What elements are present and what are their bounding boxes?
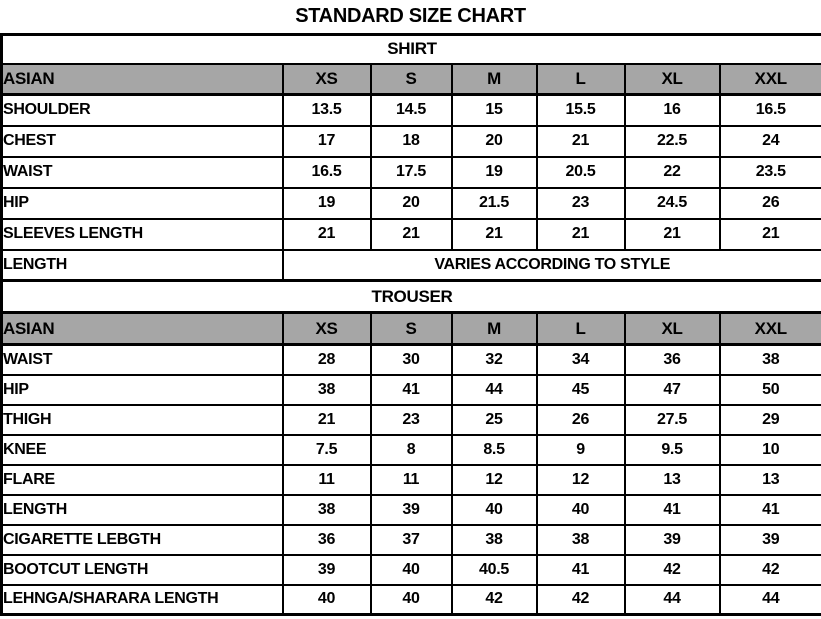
size-value: 36 [283, 525, 371, 555]
size-value: 21 [452, 219, 537, 250]
size-header-xl: XL [625, 64, 720, 95]
size-value: 21 [537, 219, 625, 250]
table-row-shoulder [2, 95, 821, 126]
size-value: 24 [720, 126, 821, 157]
table-row-shirt-hip [2, 188, 821, 219]
table-row-thigh [2, 405, 821, 435]
size-value: 21 [283, 405, 371, 435]
size-value: 20 [371, 188, 452, 219]
size-value: 38 [283, 375, 371, 405]
table-row-flare [2, 465, 821, 495]
size-value: 29 [720, 405, 821, 435]
row-label: FLARE [2, 465, 283, 495]
size-value: 39 [371, 495, 452, 525]
size-value: 21.5 [452, 188, 537, 219]
size-value: 16.5 [283, 157, 371, 188]
row-label: LENGTH [2, 250, 283, 281]
size-value: 30 [371, 345, 452, 375]
size-value: 32 [452, 345, 537, 375]
table-row-cigarette-length [2, 525, 821, 555]
size-value: 42 [625, 555, 720, 585]
size-value: 11 [283, 465, 371, 495]
size-value: 9 [537, 435, 625, 465]
size-value: 13 [625, 465, 720, 495]
size-header-m: M [452, 64, 537, 95]
size-value: 21 [283, 219, 371, 250]
size-value: 21 [537, 126, 625, 157]
size-value: 19 [283, 188, 371, 219]
size-value: 40 [283, 585, 371, 615]
size-value: 27.5 [625, 405, 720, 435]
size-value: 21 [720, 219, 821, 250]
size-value: 20 [452, 126, 537, 157]
trouser-region-header: ASIAN [2, 313, 283, 345]
size-header-xs: XS [283, 313, 371, 345]
row-label: KNEE [2, 435, 283, 465]
size-value: 41 [720, 495, 821, 525]
size-value: 23.5 [720, 157, 821, 188]
table-row-shirt-waist [2, 157, 821, 188]
size-value: 41 [371, 375, 452, 405]
size-value: 21 [371, 219, 452, 250]
row-label: WAIST [2, 345, 283, 375]
size-header-xl: XL [625, 313, 720, 345]
size-value: 22 [625, 157, 720, 188]
size-value: 39 [625, 525, 720, 555]
size-value: 21 [625, 219, 720, 250]
trouser-section-header [2, 281, 821, 313]
size-value: 23 [537, 188, 625, 219]
row-label: BOOTCUT LENGTH [2, 555, 283, 585]
size-value: 38 [720, 345, 821, 375]
size-value: 40 [537, 495, 625, 525]
size-value: 14.5 [371, 95, 452, 126]
size-value: 15.5 [537, 95, 625, 126]
shirt-section-header [2, 35, 821, 64]
shirt-region-header: ASIAN [2, 64, 283, 95]
size-header-xs: XS [283, 64, 371, 95]
size-header-s: S [371, 64, 452, 95]
table-row-shirt-length [2, 250, 821, 281]
row-label: CHEST [2, 126, 283, 157]
size-value: 7.5 [283, 435, 371, 465]
row-label: HIP [2, 375, 283, 405]
size-header-l: L [537, 64, 625, 95]
size-value: 28 [283, 345, 371, 375]
size-value: 8 [371, 435, 452, 465]
size-value: 40 [371, 585, 452, 615]
size-header-xxl: XXL [720, 313, 821, 345]
size-value: 47 [625, 375, 720, 405]
size-value: 44 [625, 585, 720, 615]
size-value: 40 [371, 555, 452, 585]
row-label: WAIST [2, 157, 283, 188]
size-value: 38 [283, 495, 371, 525]
size-header-l: L [537, 313, 625, 345]
shirt-section-label: SHIRT [2, 35, 821, 64]
table-row-trouser-hip [2, 375, 821, 405]
size-value: 16 [625, 95, 720, 126]
size-value: 16.5 [720, 95, 821, 126]
size-value: 40.5 [452, 555, 537, 585]
row-label: CIGARETTE LEBGTH [2, 525, 283, 555]
size-header-m: M [452, 313, 537, 345]
size-value: 11 [371, 465, 452, 495]
size-value: 17 [283, 126, 371, 157]
size-value: 20.5 [537, 157, 625, 188]
size-value: 38 [452, 525, 537, 555]
size-value: 9.5 [625, 435, 720, 465]
size-value: 23 [371, 405, 452, 435]
table-row-trouser-length [2, 495, 821, 525]
row-label: SLEEVES LENGTH [2, 219, 283, 250]
table-row-trouser-waist [2, 345, 821, 375]
trouser-section-label: TROUSER [2, 281, 821, 313]
size-value: 24.5 [625, 188, 720, 219]
size-value: 36 [625, 345, 720, 375]
size-value: 19 [452, 157, 537, 188]
row-label: LENGTH [2, 495, 283, 525]
size-value: 44 [720, 585, 821, 615]
size-value: 42 [537, 585, 625, 615]
table-row-lehnga-sharara-length [2, 585, 821, 615]
size-value: 37 [371, 525, 452, 555]
row-label: HIP [2, 188, 283, 219]
row-label: SHOULDER [2, 95, 283, 126]
row-label: LEHNGA/SHARARA LENGTH [2, 585, 283, 615]
trouser-size-header-row [2, 313, 821, 345]
size-value: 10 [720, 435, 821, 465]
page-title: STANDARD SIZE CHART [295, 5, 526, 27]
size-value: 44 [452, 375, 537, 405]
table-row-sleeves-length [2, 219, 821, 250]
size-value: 12 [537, 465, 625, 495]
size-value: 26 [537, 405, 625, 435]
size-value: 50 [720, 375, 821, 405]
size-value: 41 [537, 555, 625, 585]
table-row-knee [2, 435, 821, 465]
size-value: 41 [625, 495, 720, 525]
size-value: 42 [720, 555, 821, 585]
length-varies-note: VARIES ACCORDING TO STYLE [283, 250, 821, 281]
size-value: 17.5 [371, 157, 452, 188]
size-value: 39 [720, 525, 821, 555]
table-row-bootcut-length [2, 555, 821, 585]
size-chart-table [0, 33, 821, 616]
size-value: 15 [452, 95, 537, 126]
size-value: 8.5 [452, 435, 537, 465]
size-header-s: S [371, 313, 452, 345]
size-value: 12 [452, 465, 537, 495]
size-value: 39 [283, 555, 371, 585]
shirt-size-header-row [2, 64, 821, 95]
size-header-xxl: XXL [720, 64, 821, 95]
size-value: 22.5 [625, 126, 720, 157]
size-value: 18 [371, 126, 452, 157]
size-value: 40 [452, 495, 537, 525]
size-value: 13 [720, 465, 821, 495]
size-value: 13.5 [283, 95, 371, 126]
size-value: 45 [537, 375, 625, 405]
size-value: 38 [537, 525, 625, 555]
table-row-chest [2, 126, 821, 157]
size-value: 26 [720, 188, 821, 219]
size-value: 42 [452, 585, 537, 615]
row-label: THIGH [2, 405, 283, 435]
size-value: 25 [452, 405, 537, 435]
size-value: 34 [537, 345, 625, 375]
